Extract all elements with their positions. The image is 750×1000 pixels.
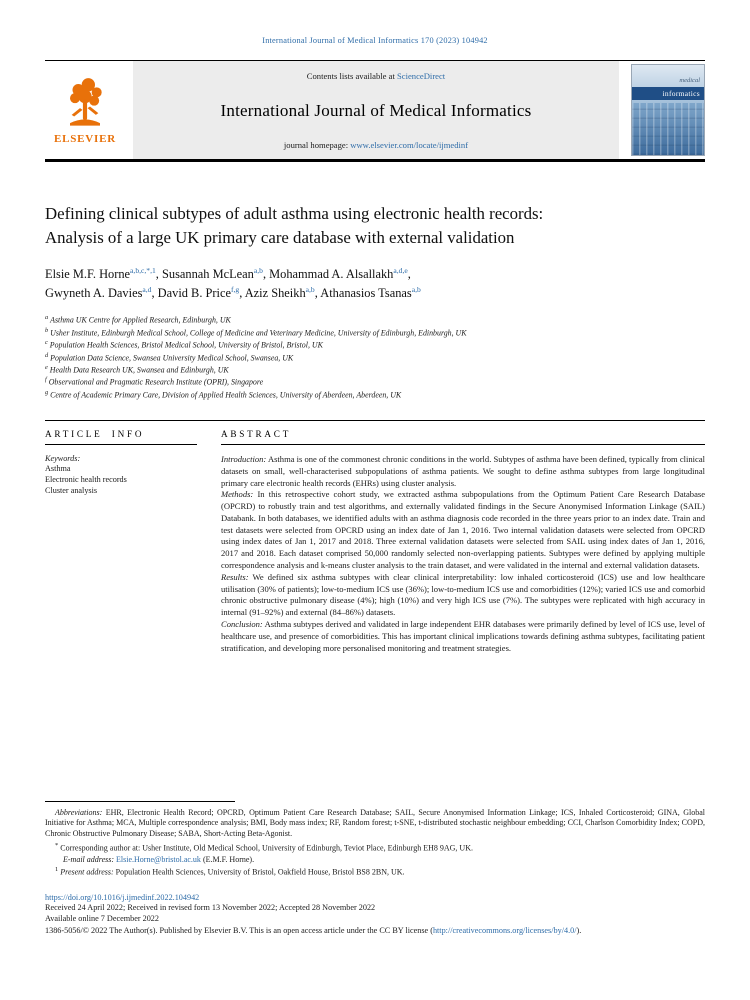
cc-license-link[interactable]: http://creativecommons.org/licenses/by/4.0/ [432,925,577,935]
abstract-section-results [221,572,705,619]
author-name: Susannah McLean [161,266,254,281]
author-separator: , [151,286,158,301]
author-name: Gwyneth A. Davies [45,286,143,301]
affiliation-item [45,376,705,388]
abbreviations-note [45,808,705,841]
homepage-line [284,140,468,150]
author-name: Mohammad A. Alsallakh [269,266,394,281]
affiliation-text: Population Health Sciences, Bristol Medical School, University of Bristol, Bristol, UK [49,340,323,350]
journal-citation-link[interactable]: International Journal of Medical Informatics 170 (2023) 104942 [262,36,488,45]
cover-word-medical: medical [679,77,700,84]
author-separator: , [314,286,321,301]
contents-line-text: Contents lists available at [306,71,397,81]
abstract-section-introduction [221,454,705,489]
journal-homepage-link[interactable]: www.elsevier.com/locate/ijmedinf [350,140,469,150]
author-superscript-link[interactable]: a,d [142,285,152,295]
abstract-section-label: Methods: [221,489,254,500]
present-address-text: Population Health Sciences, University of Bristol, Oakfield House, Bristol BS8 2BN, UK. [115,867,405,877]
affiliation-marker: a [45,314,49,322]
abbreviations-label: Abbreviations: [55,807,103,817]
author [158,286,245,300]
journal-title: International Journal of Medical Informatics [220,100,532,120]
affiliation-item [45,364,705,376]
author-separator: , [262,266,270,281]
author-superscript-link[interactable]: f,g [230,285,240,295]
article-info-heading: ARTICLE INFO [45,429,145,439]
author-separator: , [239,286,245,301]
abstract-section-label: Conclusion: [221,618,263,629]
copyright-line [45,925,705,936]
received-line: Received 24 April 2022; Received in revised form 13 November 2022; Accepted 28 November 2022 [45,903,376,913]
author-superscript-link[interactable]: a,b [253,265,263,275]
corresponding-text: Corresponding author at: Usher Institute, Old Medical School, University of Edinburgh, Teviot Place, Edinburgh EH8 9AG, UK. [60,843,473,853]
affiliation-marker: f [45,376,47,384]
affiliation-text: Health Data Research UK, Swansea and Edinburgh, UK [49,365,229,375]
author [45,267,162,281]
article-title-line1: Defining clinical subtypes of adult asthma using electronic health records: [45,204,544,223]
contents-line [307,71,445,81]
article-info-column [45,429,197,654]
abstract-section-text: Asthma is one of the commonest chronic conditions in the world. Subtypes of asthma have been defined, typically from clinical datasets on small, well-characterised subpopulations of asthma patients. We sought to define asthma subtypes from large longitudinal primary care electronic health records (EHRs) using cluster analysis. [221,454,705,488]
present-address-label: Present address: [60,867,114,877]
affiliation-text: Observational and Pragmatic Research Institute (OPRI), Singapore [48,377,264,387]
author [162,267,269,281]
abstract-section-text: In this retrospective cohort study, we extracted asthma subpopulations from the Optimum Patient Care Research Database (OPCRD) to robustly train and test algorithms, and externally validated findings in the Secure Anonymised Information Linkage (SAIL) Databank. In both databases, we identified adults with an asthma diagnosis code recorded in the three years prior to an index date. Train and test datasets were selected from OPCRD using an index date of Jan 1, 2016. Two internal validation datasets were selected from OPCRD using index dates of Jan 1, 2017 and 2018. Three external validation datasets were selected from SAIL using index dates of Jan 1, 2016, 2017 and 2018. Each dataset comprised 50,000 randomly selected non-overlapping patients. Subtypes were defined by applying multiple correspondence analysis and k-means cluster analysis to the train dataset, and were validated in the internal and external validation datasets. [221,489,705,571]
affiliation-marker: c [45,339,48,347]
affiliation-marker: b [45,326,49,334]
affiliation-marker: g [45,388,49,396]
abstract-section-methods [221,489,705,571]
author [245,286,321,300]
journal-cover-thumbnail [631,64,705,156]
affiliation-text: Population Data Science, Swansea University Medical School, Swansea, UK [50,353,294,363]
author-separator: , [407,266,411,281]
author [45,286,158,300]
author-name: Aziz Sheikh [244,286,306,301]
author-superscript-link[interactable]: a,d,e [393,265,408,275]
email-label: E-mail address: [63,854,115,864]
article-title-line2: Analysis of a large UK primary care database with external validation [45,227,515,247]
info-abstract-columns [45,429,705,654]
section-divider-rule [45,420,705,421]
keywords-label: Keywords: [45,454,81,463]
corresponding-author-note [45,842,705,855]
journal-banner [133,61,619,159]
affiliation-marker: d [45,351,49,359]
abstract-section-text: We defined six asthma subtypes with clear clinical interpretability: low inhaled corticosteroid (ICS) use and low healthcare utilisation (30% of patients); low-to-medium ICS use (36%); low-to-medium ICS use and comorbidities (12%); varied ICS use and comorbid chronic obstructive pulmonary disease (4%); high (10%) and very high ICS use (7%). The subtypes were replicated with high accuracy in internal (91–92%) and external (84–86%) datasets. [221,571,706,618]
affiliation-text: Usher Institute, Edinburgh Medical School, College of Medicine and Veterinary Medicine, University of Edinburgh, Edinburgh, UK [50,328,467,338]
email-suffix: (E.M.F. Horne). [202,854,255,864]
abstract-section-label: Introduction: [221,454,267,464]
affiliation-text: Asthma UK Centre for Applied Research, Edinburgh, UK [50,316,231,325]
author-superscript-link[interactable]: a,b [411,285,421,295]
footnote-separator [45,801,235,802]
affiliation-item [45,327,705,339]
abstract-section-conclusion [221,619,705,654]
email-link[interactable]: Elsie.Horne@bristol.ac.uk [116,854,201,864]
abstract-section-text: Asthma subtypes derived and validated in large independent EHR databases were primarily defined by level of ICS use, level of healthcare use, and presence of comorbidities. This has important clinical implications towards defining asthma subtypes, facilitating patient stratification, and developing more personalised monitoring and treatment strategies. [221,618,705,653]
author-separator: , [155,266,162,281]
article-title [45,202,705,250]
cover-art [632,103,704,155]
affiliation-item [45,314,705,326]
homepage-line-text: journal homepage: [283,140,351,150]
abbreviations-text: EHR, Electronic Health Record; OPCRD, Optimum Patient Care Research Database; SAIL, Secure Anonymised Information Linkage; ICS, Inhaled Corticosteroid; GINA, Global Initiative for Asthma; MCA, Multiple correspondence analysis; BMI, Body mass index; RF, Random forest; t-SNE, t-distributed stochastic neighbour embedding; CCI, Charlson Comorbidity Index; COPD, Chronic Obstructive Pulmonary Disease; SABA, Short-Acting Beta-Agonist. [45,807,706,839]
author-name: Athanasios Tsanas [320,286,412,301]
affiliation-text: Centre of Academic Primary Care, Division of Applied Health Sciences, University of Aberdeen, Aberdeen, UK [50,390,402,400]
copyright-text: 1386-5056/© 2022 The Author(s). Published by Elsevier B.V. This is an open access article under the CC BY license ( [45,925,433,935]
author-name: Elsie M.F. Horne [45,266,131,281]
author-superscript-link[interactable]: a,b,c,*,1 [130,265,156,275]
cover-cell [619,61,705,159]
keyword-item: Cluster analysis [45,485,98,495]
keyword-item: Asthma [45,464,71,473]
doi-link[interactable]: https://doi.org/10.1016/j.ijmedinf.2022.104942 [45,893,200,903]
article-info-rule [45,444,197,445]
elsevier-logo [45,61,133,159]
keyword-item: Electronic health records [45,474,127,484]
abstract-heading: ABSTRACT [221,429,292,439]
top-citation [45,36,705,45]
affiliation-marker: e [45,363,48,371]
present-address-marker: 1 [55,865,59,873]
present-address-note [45,866,705,879]
elsevier-wordmark: ELSEVIER [53,132,117,145]
whitespace-spacer [45,654,705,800]
author [320,286,421,300]
abstract-rule [221,444,705,445]
journal-header-box [45,60,705,162]
elsevier-tree-icon [60,76,110,132]
copyright-suffix: ). [576,925,582,935]
affiliation-item [45,352,705,364]
available-online-line: Available online 7 December 2022 [45,914,159,924]
sciencedirect-link[interactable]: ScienceDirect [397,71,446,81]
doi-line [45,893,705,902]
author-name: David B. Price [157,286,231,301]
email-note [45,855,705,866]
cover-word-informatics: informatics [632,87,704,100]
abstract-column [221,429,705,654]
abstract-section-label: Results: [221,571,249,582]
affiliation-item [45,339,705,351]
author-superscript-link[interactable]: a,b [305,285,315,295]
author [269,267,411,281]
affiliation-list [45,314,705,401]
affiliation-item [45,389,705,401]
author-list [45,265,705,304]
corresponding-marker: * [55,842,59,850]
